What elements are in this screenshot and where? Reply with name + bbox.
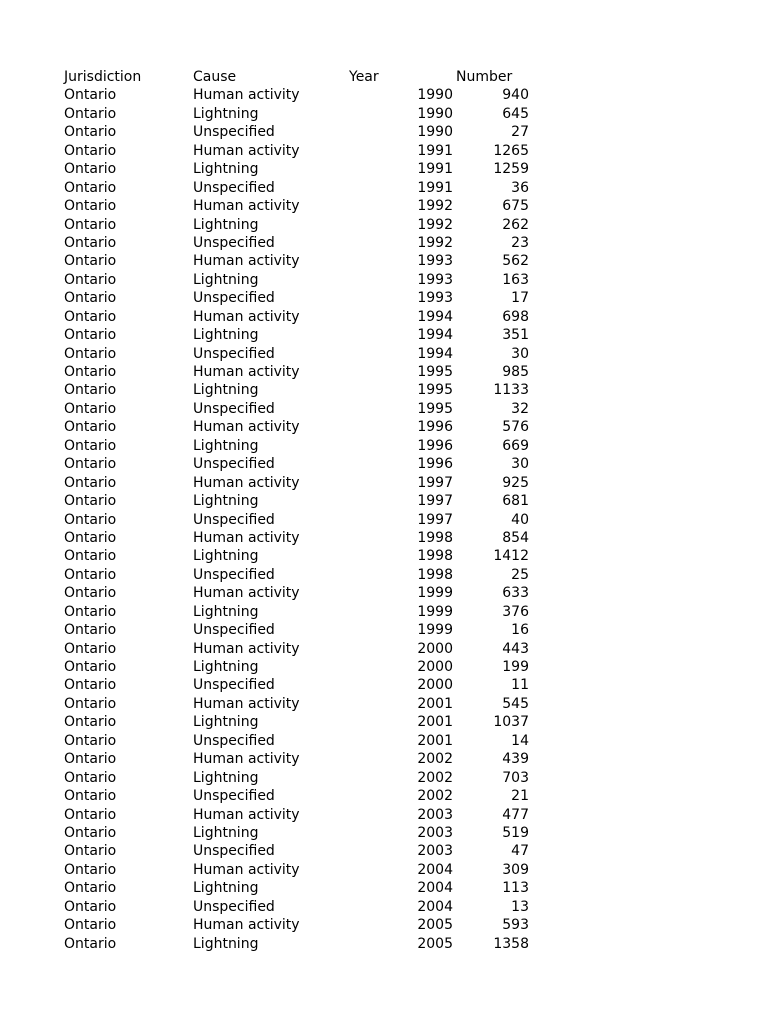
table-row (0, 308, 768, 326)
cell-year: 2002 (417, 788, 453, 805)
cell-cause: Lightning (193, 548, 259, 565)
cell-jurisdiction: Ontario (64, 290, 117, 307)
cell-cause: Human activity (193, 695, 300, 712)
cell-number: 1412 (493, 548, 529, 565)
cell-year: 1998 (417, 548, 453, 565)
cell-number: 30 (511, 345, 529, 362)
cell-jurisdiction: Ontario (64, 105, 117, 122)
table-row (0, 861, 768, 879)
cell-number: 1133 (493, 382, 529, 399)
cell-year: 2001 (417, 714, 453, 731)
cell-number: 698 (502, 308, 529, 325)
cell-jurisdiction: Ontario (64, 548, 117, 565)
cell-jurisdiction: Ontario (64, 493, 117, 510)
cell-cause: Unspecified (193, 234, 275, 251)
cell-number: 443 (502, 640, 529, 657)
cell-cause: Lightning (193, 603, 259, 620)
cell-cause: Lightning (193, 161, 259, 178)
cell-number: 669 (502, 437, 529, 454)
header-year: Year (349, 69, 379, 85)
table-row (0, 86, 768, 104)
cell-number: 940 (502, 87, 529, 104)
cell-number: 576 (502, 419, 529, 436)
cell-cause: Unspecified (193, 400, 275, 417)
cell-jurisdiction: Ontario (64, 917, 117, 934)
cell-year: 2003 (417, 843, 453, 860)
table-row (0, 935, 768, 953)
cell-jurisdiction: Ontario (64, 124, 117, 141)
cell-jurisdiction: Ontario (64, 511, 117, 528)
table-row (0, 105, 768, 123)
cell-cause: Lightning (193, 935, 259, 952)
cell-cause: Human activity (193, 364, 300, 380)
table-row (0, 603, 768, 621)
table-row (0, 584, 768, 602)
cell-jurisdiction: Ontario (64, 695, 117, 712)
cell-year: 1996 (417, 456, 453, 473)
cell-number: 545 (502, 695, 529, 712)
cell-year: 1996 (417, 419, 453, 436)
cell-number: 40 (511, 511, 529, 528)
cell-number: 593 (502, 917, 529, 934)
cell-jurisdiction: Ontario (64, 474, 117, 491)
cell-jurisdiction: Ontario (64, 843, 117, 860)
cell-number: 25 (511, 566, 529, 583)
cell-jurisdiction: Ontario (64, 861, 117, 878)
cell-number: 262 (502, 216, 529, 233)
cell-jurisdiction: Ontario (64, 456, 117, 473)
cell-year: 2002 (417, 769, 453, 786)
table-row (0, 769, 768, 787)
table-body (0, 86, 768, 953)
data-table (0, 68, 768, 953)
cell-year: 1995 (417, 382, 453, 399)
cell-number: 163 (502, 271, 529, 288)
cell-year: 1998 (417, 529, 453, 546)
cell-number: 14 (511, 732, 529, 749)
cell-cause: Human activity (193, 198, 300, 215)
cell-cause: Unspecified (193, 511, 275, 528)
cell-cause: Human activity (193, 861, 300, 878)
cell-number: 985 (502, 364, 529, 380)
cell-year: 2000 (417, 677, 453, 694)
cell-cause: Unspecified (193, 290, 275, 307)
cell-year: 1997 (417, 511, 453, 528)
cell-year: 1997 (417, 493, 453, 510)
cell-jurisdiction: Ontario (64, 788, 117, 805)
cell-cause: Human activity (193, 585, 300, 602)
cell-number: 32 (511, 400, 529, 417)
cell-cause: Lightning (193, 216, 259, 233)
table-row (0, 345, 768, 363)
cell-number: 27 (511, 124, 529, 141)
cell-jurisdiction: Ontario (64, 87, 117, 104)
table-row (0, 160, 768, 178)
cell-cause: Human activity (193, 419, 300, 436)
cell-number: 23 (511, 234, 529, 251)
cell-cause: Unspecified (193, 456, 275, 473)
cell-jurisdiction: Ontario (64, 603, 117, 620)
cell-number: 477 (502, 806, 529, 823)
cell-cause: Lightning (193, 824, 259, 841)
cell-jurisdiction: Ontario (64, 308, 117, 325)
cell-number: 21 (511, 788, 529, 805)
cell-year: 2005 (417, 917, 453, 934)
cell-jurisdiction: Ontario (64, 142, 117, 159)
cell-year: 1996 (417, 437, 453, 454)
header-row (0, 68, 768, 86)
table-row (0, 381, 768, 399)
cell-year: 1999 (417, 603, 453, 620)
cell-year: 2002 (417, 751, 453, 768)
cell-jurisdiction: Ontario (64, 677, 117, 694)
cell-cause: Lightning (193, 714, 259, 731)
cell-cause: Human activity (193, 529, 300, 546)
cell-number: 351 (502, 327, 529, 344)
cell-year: 2004 (417, 861, 453, 878)
table-row (0, 750, 768, 768)
cell-jurisdiction: Ontario (64, 898, 117, 915)
cell-jurisdiction: Ontario (64, 271, 117, 288)
cell-year: 1994 (417, 345, 453, 362)
cell-jurisdiction: Ontario (64, 824, 117, 841)
cell-cause: Lightning (193, 271, 259, 288)
cell-cause: Unspecified (193, 124, 275, 141)
cell-number: 36 (511, 179, 529, 196)
table-row (0, 123, 768, 141)
cell-cause: Lightning (193, 382, 259, 399)
cell-cause: Human activity (193, 806, 300, 823)
cell-year: 2001 (417, 695, 453, 712)
cell-cause: Unspecified (193, 566, 275, 583)
cell-number: 17 (511, 290, 529, 307)
table-row (0, 732, 768, 750)
cell-number: 30 (511, 456, 529, 473)
cell-jurisdiction: Ontario (64, 364, 117, 380)
cell-year: 1998 (417, 566, 453, 583)
cell-year: 1994 (417, 308, 453, 325)
table-row (0, 216, 768, 234)
cell-year: 1993 (417, 290, 453, 307)
cell-jurisdiction: Ontario (64, 585, 117, 602)
cell-cause: Human activity (193, 640, 300, 657)
table-row (0, 234, 768, 252)
cell-number: 376 (502, 603, 529, 620)
cell-jurisdiction: Ontario (64, 253, 117, 270)
cell-number: 11 (511, 677, 529, 694)
table-row (0, 621, 768, 639)
cell-jurisdiction: Ontario (64, 640, 117, 657)
table-row (0, 806, 768, 824)
table-row (0, 289, 768, 307)
table-row (0, 474, 768, 492)
cell-number: 1265 (493, 142, 529, 159)
cell-cause: Unspecified (193, 345, 275, 362)
cell-cause: Lightning (193, 769, 259, 786)
cell-cause: Unspecified (193, 732, 275, 749)
cell-year: 2003 (417, 806, 453, 823)
cell-cause: Unspecified (193, 677, 275, 694)
cell-cause: Lightning (193, 105, 259, 122)
cell-year: 2005 (417, 935, 453, 952)
cell-number: 199 (502, 659, 529, 675)
cell-cause: Human activity (193, 751, 300, 768)
cell-jurisdiction: Ontario (64, 529, 117, 546)
cell-jurisdiction: Ontario (64, 935, 117, 952)
cell-year: 1997 (417, 474, 453, 491)
cell-cause: Unspecified (193, 898, 275, 915)
cell-jurisdiction: Ontario (64, 732, 117, 749)
cell-cause: Lightning (193, 437, 259, 454)
cell-year: 2000 (417, 659, 453, 675)
cell-cause: Unspecified (193, 788, 275, 805)
cell-year: 1990 (417, 87, 453, 104)
cell-number: 519 (502, 824, 529, 841)
cell-jurisdiction: Ontario (64, 345, 117, 362)
cell-number: 1037 (493, 714, 529, 731)
cell-year: 1992 (417, 216, 453, 233)
header-jurisdiction: Jurisdiction (64, 69, 142, 85)
table-row (0, 658, 768, 676)
cell-cause: Unspecified (193, 843, 275, 860)
cell-number: 681 (502, 493, 529, 510)
cell-year: 2003 (417, 824, 453, 841)
cell-number: 309 (502, 861, 529, 878)
cell-cause: Lightning (193, 659, 259, 675)
table-row (0, 455, 768, 473)
cell-jurisdiction: Ontario (64, 880, 117, 897)
cell-cause: Human activity (193, 474, 300, 491)
cell-jurisdiction: Ontario (64, 161, 117, 178)
cell-number: 16 (511, 622, 529, 639)
cell-number: 562 (502, 253, 529, 270)
cell-jurisdiction: Ontario (64, 806, 117, 823)
table-row (0, 916, 768, 934)
table-row (0, 713, 768, 731)
cell-cause: Human activity (193, 308, 300, 325)
cell-jurisdiction: Ontario (64, 659, 117, 675)
table-row (0, 824, 768, 842)
cell-number: 675 (502, 198, 529, 215)
cell-jurisdiction: Ontario (64, 437, 117, 454)
cell-number: 13 (511, 898, 529, 915)
cell-number: 703 (502, 769, 529, 786)
cell-jurisdiction: Ontario (64, 622, 117, 639)
cell-jurisdiction: Ontario (64, 234, 117, 251)
cell-jurisdiction: Ontario (64, 419, 117, 436)
cell-year: 1991 (417, 142, 453, 159)
cell-number: 1358 (493, 935, 529, 952)
table-row (0, 326, 768, 344)
cell-number: 925 (502, 474, 529, 491)
cell-year: 1993 (417, 253, 453, 270)
cell-cause: Human activity (193, 253, 300, 270)
cell-year: 1999 (417, 585, 453, 602)
cell-number: 1259 (493, 161, 529, 178)
cell-number: 854 (502, 529, 529, 546)
table-row (0, 179, 768, 197)
cell-year: 1992 (417, 234, 453, 251)
cell-year: 1991 (417, 161, 453, 178)
cell-year: 1994 (417, 327, 453, 344)
cell-year: 1990 (417, 124, 453, 141)
cell-jurisdiction: Ontario (64, 566, 117, 583)
cell-year: 2004 (417, 898, 453, 915)
cell-number: 439 (502, 751, 529, 768)
cell-jurisdiction: Ontario (64, 714, 117, 731)
cell-jurisdiction: Ontario (64, 382, 117, 399)
cell-year: 2004 (417, 880, 453, 897)
table-row (0, 418, 768, 436)
cell-cause: Lightning (193, 880, 259, 897)
cell-cause: Unspecified (193, 179, 275, 196)
cell-year: 1999 (417, 622, 453, 639)
cell-cause: Human activity (193, 917, 300, 934)
cell-cause: Unspecified (193, 622, 275, 639)
cell-jurisdiction: Ontario (64, 769, 117, 786)
cell-year: 1995 (417, 364, 453, 380)
table-row (0, 252, 768, 270)
table-row (0, 529, 768, 547)
cell-year: 1991 (417, 179, 453, 196)
table-row (0, 197, 768, 215)
table-row (0, 363, 768, 381)
cell-jurisdiction: Ontario (64, 400, 117, 417)
cell-year: 1995 (417, 400, 453, 417)
cell-number: 47 (511, 843, 529, 860)
table-row (0, 787, 768, 805)
cell-cause: Human activity (193, 87, 300, 104)
cell-cause: Lightning (193, 493, 259, 510)
table-row (0, 676, 768, 694)
cell-year: 1992 (417, 198, 453, 215)
table-row (0, 898, 768, 916)
cell-jurisdiction: Ontario (64, 216, 117, 233)
cell-number: 645 (502, 105, 529, 122)
cell-number: 633 (502, 585, 529, 602)
cell-year: 1990 (417, 105, 453, 122)
cell-jurisdiction: Ontario (64, 198, 117, 215)
table-row (0, 640, 768, 658)
table-row (0, 511, 768, 529)
cell-jurisdiction: Ontario (64, 327, 117, 344)
table-row (0, 271, 768, 289)
cell-jurisdiction: Ontario (64, 751, 117, 768)
cell-cause: Lightning (193, 327, 259, 344)
table-row (0, 842, 768, 860)
cell-jurisdiction: Ontario (64, 179, 117, 196)
table-row (0, 400, 768, 418)
cell-year: 1993 (417, 271, 453, 288)
header-number: Number (456, 69, 513, 85)
table-row (0, 437, 768, 455)
table-row (0, 547, 768, 565)
cell-year: 2001 (417, 732, 453, 749)
header-cause: Cause (193, 69, 237, 85)
table-row (0, 566, 768, 584)
cell-cause: Human activity (193, 142, 300, 159)
table-row (0, 142, 768, 160)
table-row (0, 492, 768, 510)
cell-number: 113 (502, 880, 529, 897)
table-row (0, 879, 768, 897)
cell-year: 2000 (417, 640, 453, 657)
table-row (0, 695, 768, 713)
